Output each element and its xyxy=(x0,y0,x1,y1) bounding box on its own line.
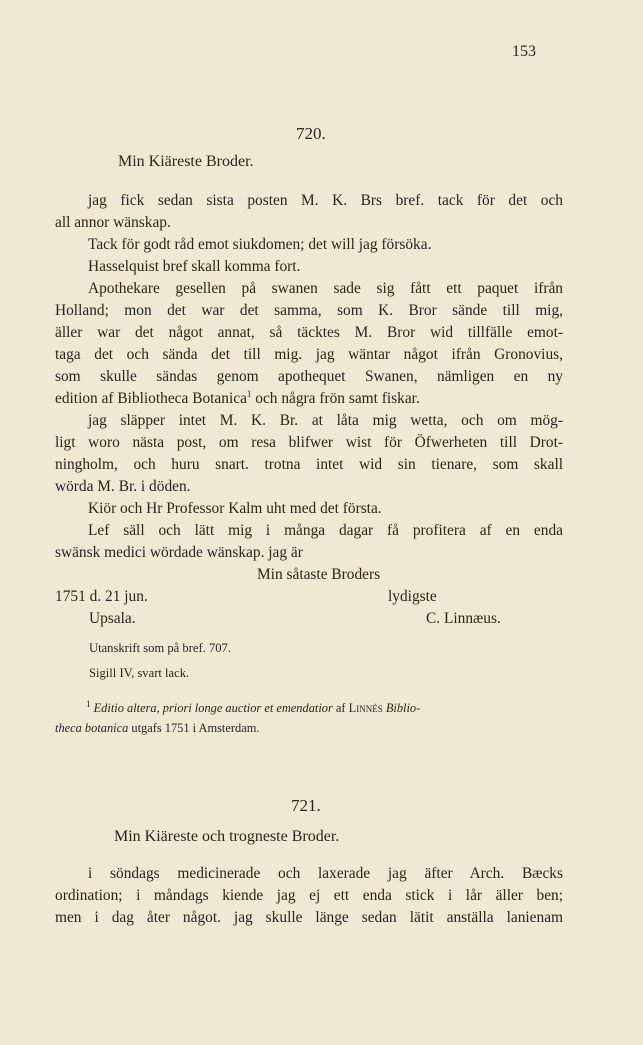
page-number: 153 xyxy=(512,43,536,60)
letter-720-line: Apothekare gesellen på swanen sade sig fått ett paquet ifrån xyxy=(88,280,563,297)
closing-lydigste: lydigste xyxy=(388,588,437,605)
letter-721-line: men i dag åter något. jag skulle länge sedan lätit anställa lanienam xyxy=(55,909,563,926)
letter-720-line: äller war det något annat, så täcktes M. Bror wid tillfälle emot- xyxy=(55,324,563,341)
letter-720-line: jag släpper intet M. K. Br. at låta mig wetta, och om mög- xyxy=(88,412,563,429)
edition-text-cont: och några frön samt fiskar. xyxy=(255,390,420,407)
footnote-line-2 xyxy=(55,721,259,736)
signature: C. Linnæus. xyxy=(426,610,501,627)
letter-721-salutation: Min Kiäreste och trogneste Broder. xyxy=(114,828,340,845)
footnote-author: Linnés xyxy=(348,701,383,715)
footnote-title-cont: theca botanica xyxy=(55,721,129,735)
footnote-marker: 1 xyxy=(246,388,252,399)
letter-721-line: i söndags medicinerade och laxerade jag äfter Arch. Bæcks xyxy=(88,865,563,882)
letter-720-line: taga det och sända det till mig. jag wäntar något ifrån Gronovius, xyxy=(55,346,563,363)
editorial-note: Sigill IV, svart lack. xyxy=(89,666,190,680)
letter-721-line: ordination; i måndags kiende jag ej ett enda stick i lår äller ben; xyxy=(55,887,563,904)
letter-720-salutation: Min Kiäreste Broder. xyxy=(118,153,254,170)
footnote-line-1 xyxy=(86,698,421,716)
letter-720-line xyxy=(55,388,420,410)
place-line: Upsala. xyxy=(89,610,136,627)
footnote-af: af xyxy=(335,701,346,715)
letter-720-line: Tack för godt råd emot siukdomen; det will jag försöka. xyxy=(88,236,432,253)
footnote-number: 1 xyxy=(86,698,91,709)
letter-720-number: 720. xyxy=(296,124,326,143)
editorial-note: Utanskrift som på bref. 707. xyxy=(89,641,231,655)
footnote-title: Biblio- xyxy=(385,701,421,715)
letter-720-line: swänsk medici wördade wänskap. jag är xyxy=(55,544,303,561)
letter-720-line: jag fick sedan sista posten M. K. Brs bref. tack för det och xyxy=(88,192,563,209)
letter-720-line: Hasselquist bref skall komma fort. xyxy=(88,258,301,275)
letter-720-line: Lef säll och lätt mig i många dagar få profitera af en enda xyxy=(88,522,563,539)
letter-720-line: som skulle sändas genom apothequet Swanen, nämligen en ny xyxy=(55,368,563,385)
date-line: 1751 d. 21 jun. xyxy=(55,588,148,605)
letter-721-number: 721. xyxy=(291,796,321,815)
letter-720-line: wörda M. Br. i döden. xyxy=(55,478,191,495)
footnote-rest: utgafs 1751 i Amsterdam. xyxy=(131,721,260,735)
letter-720-line: ningholm, och huru snart. trotna intet wid sin tienare, som skall xyxy=(55,456,563,473)
edition-text: edition af Bibliotheca Botanica xyxy=(55,390,247,407)
letter-720-line: all annor wänskap. xyxy=(55,214,171,231)
letter-720-line: ligt woro nästa post, om resa blifwer wist för Öfwerheten till Drot- xyxy=(55,434,563,451)
letter-720-line: Holland; mon det war det samma, som K. Bror sände till mig, xyxy=(55,302,563,319)
letter-720-line: Kiör och Hr Professor Kalm uht med det första. xyxy=(88,500,382,517)
footnote-italic: Editio altera, priori longe auctior et emendatior xyxy=(93,701,333,715)
closing-line: Min såtaste Broders xyxy=(257,566,381,583)
